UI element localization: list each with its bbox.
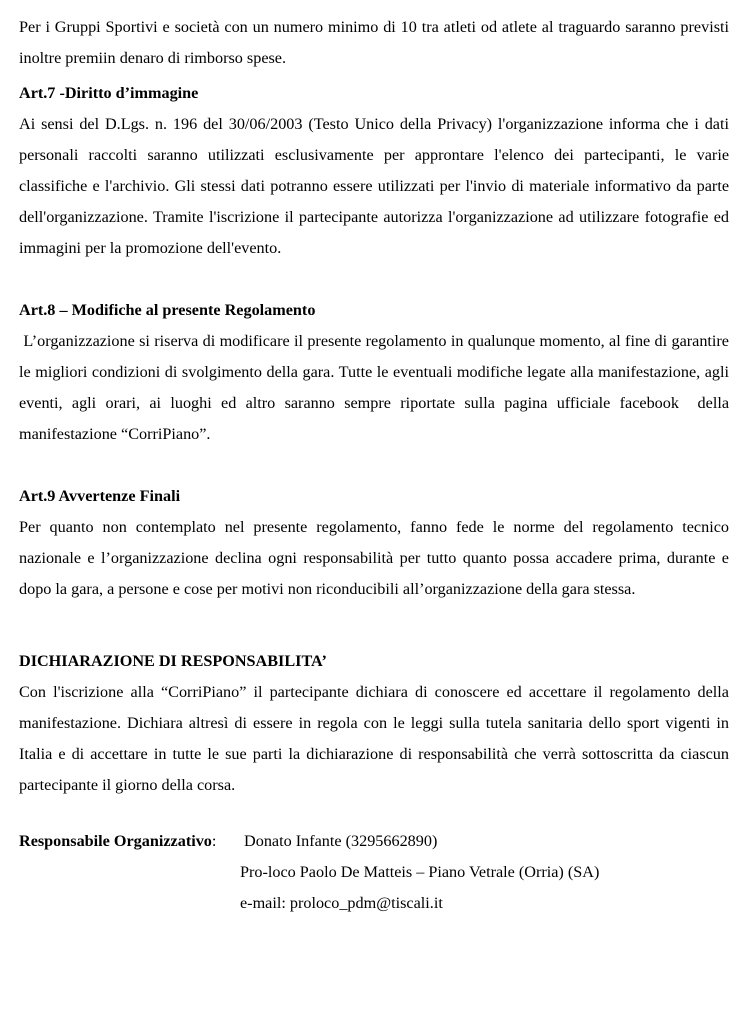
contact-organization: Pro-loco Paolo De Matteis – Piano Vetrale (Orria) (SA) (240, 863, 600, 881)
intro-paragraph: Per i Gruppi Sportivi e società con un numero minimo di 10 tra atleti od atlete al traguardo saranno previsti inoltre premiin denaro di rimborso spese. (19, 18, 729, 67)
contact-label-text: Responsabile Organizzativo (19, 832, 212, 850)
art9-paragraph: Per quanto non contemplato nel presente regolamento, fanno fede le norme del regolamento tecnico nazionale e l’organizzazione declina ogni responsabilità per tutto quanto possa accadere prima, durante e dopo la gara, a persone e cose per motivi non riconducibili all’organizzazione della gara stessa. (19, 518, 729, 598)
contact-email: e-mail: proloco_pdm@tiscali.it (240, 894, 443, 912)
contact-row-organization (19, 857, 729, 888)
art7-heading: Art.7 -Diritto d’immagine (19, 84, 199, 102)
art8-heading: Art.8 – Modifiche al presente Regolamento (19, 301, 316, 319)
art8-paragraph: L’organizzazione si riserva di modificare il presente regolamento in qualunque momento, al fine di garantire le migliori condizioni di svolgimento della gara. Tutte le eventuali modifiche legate alla manifestazione, agli eventi, agli orari, ai luoghi ed altro saranno sempre riportate sulla pagina ufficiale facebook della manifestazione “CorriPiano”. (19, 332, 734, 443)
contact-row-email (19, 888, 729, 919)
contact-block (19, 826, 729, 919)
document-page (19, 12, 734, 919)
contact-label-separator: : (211, 832, 217, 850)
contact-label (19, 826, 240, 857)
declaration-paragraph: Con l'iscrizione alla “CorriPiano” il partecipante dichiara di conoscere ed accettare il regolamento della manifestazione. Dichiara altresì di essere in regola con le leggi sulla tutela sanitaria dello sport vigenti in Italia e di accettare in tutte le sue parti la dichiarazione di responsabilità che verrà sottoscritta da ciascun partecipante il giorno della corsa. (19, 683, 729, 794)
contact-name: Donato Infante (3295662890) (240, 832, 438, 850)
art9-heading: Art.9 Avvertenze Finali (19, 487, 181, 505)
contact-row-name (19, 826, 729, 857)
declaration-heading: DICHIARAZIONE DI RESPONSABILITA’ (19, 652, 327, 670)
art7-paragraph: Ai sensi del D.Lgs. n. 196 del 30/06/2003 (Testo Unico della Privacy) l'organizzazione informa che i dati personali raccolti saranno utilizzati esclusivamente per approntare l'elenco dei partecipanti, le varie classifiche e l'archivio. Gli stessi dati potranno essere utilizzati per l'invio di materiale informativo da parte dell'organizzazione. Tramite l'iscrizione il partecipante autorizza l'organizzazione ad utilizzare fotografie ed immagini per la promozione dell'evento. (19, 115, 729, 257)
